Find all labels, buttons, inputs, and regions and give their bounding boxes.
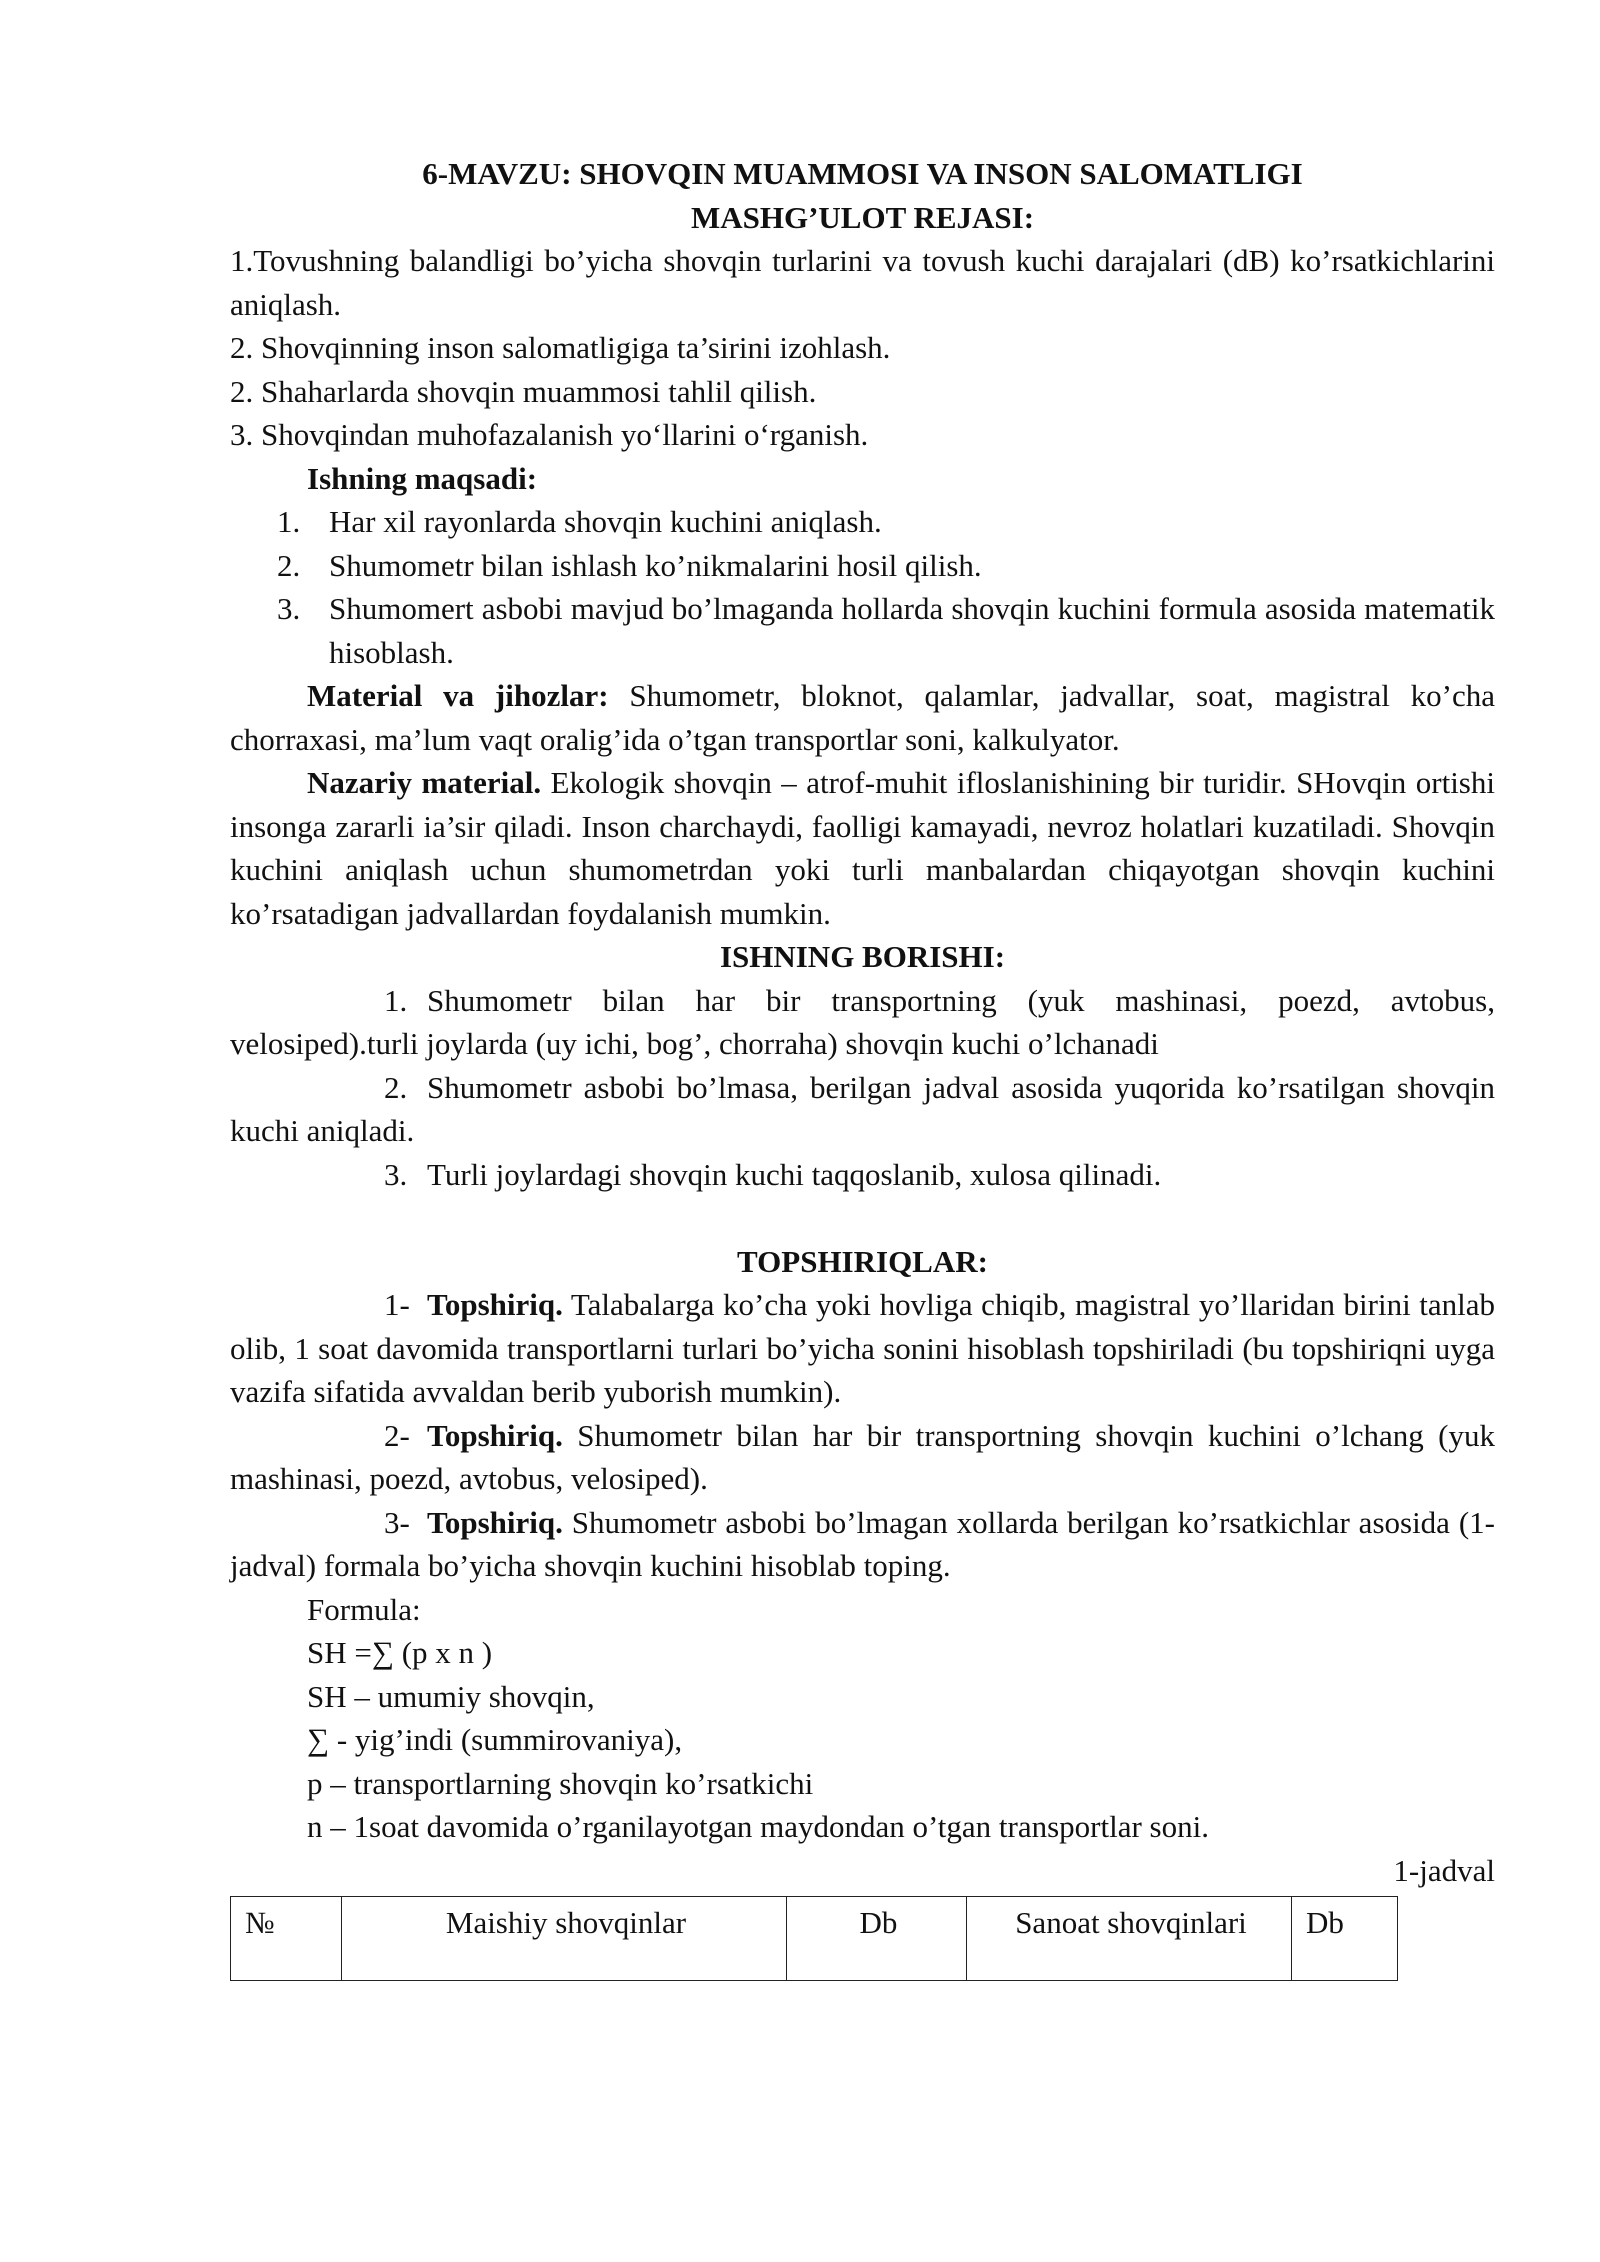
task-item bbox=[230, 1501, 1495, 1588]
goal-number: 2. bbox=[277, 547, 301, 583]
progress-step bbox=[230, 1153, 1495, 1197]
step-text: Shumometr asbobi bo’lmasa, berilgan jadval asosida yuqorida ko’rsatilgan shovqin kuchi aniqladi. bbox=[230, 1069, 1495, 1148]
plan-item: 2. Shovqinning inson salomatligiga ta’sirini izohlash. bbox=[230, 330, 891, 365]
formula-definition: SH – umumiy shovqin, bbox=[307, 1678, 595, 1714]
theory-paragraph bbox=[230, 761, 1495, 935]
goals-heading: Ishning maqsadi: bbox=[307, 460, 538, 496]
task-item bbox=[230, 1283, 1495, 1414]
formula-label: Formula: bbox=[307, 1591, 421, 1627]
table-header-cell: Maishiy shovqinlar bbox=[342, 1897, 787, 1981]
plan-item: 1.Tovushning balandligi bo’yicha shovqin turlarini va tovush kuchi darajalari (dB) ko’rsatkichlarini aniqlash. bbox=[230, 243, 1495, 322]
step-text: Shumometr bilan har bir transportning (yuk mashinasi, poezd, avtobus, velosiped).turli joylarda (uy ichi, bog’, chorraha) shovqin kuchi o’lchanadi bbox=[230, 982, 1495, 1061]
formula-definition: ∑ - yig’indi (summirovaniya), bbox=[307, 1722, 683, 1757]
step-number: 2. bbox=[384, 1069, 408, 1105]
formula-definition: n – 1soat davomida o’rganilayotgan maydondan o’tgan transportlar soni. bbox=[307, 1809, 1209, 1844]
step-number: 3. bbox=[384, 1156, 408, 1192]
table-header-cell: Sanoat shovqinlari bbox=[967, 1897, 1292, 1981]
spacer bbox=[230, 1196, 1495, 1240]
task-number: 1- bbox=[384, 1287, 410, 1322]
tasks-heading: TOPSHIRIQLAR: bbox=[737, 1243, 988, 1279]
page-title: 6-MAVZU: SHOVQIN MUAMMOSI VA INSON SALOMATLIGI bbox=[422, 156, 1303, 191]
plan-item: 3. Shovqindan muhofazalanish yo‘llarini o‘rganish. bbox=[230, 417, 869, 452]
progress-step bbox=[230, 979, 1495, 1066]
materials-label: Material va jihozlar: bbox=[307, 678, 609, 713]
goals-list bbox=[230, 500, 1495, 674]
theory-text: Ekologik shovqin – atrof-muhit ifloslanishining bir turidir. SHovqin ortishi insonga zararli ia’sir qiladi. Inson charchaydi, faolligi kamayadi, nevroz holatlari kuzatiladi. Shovqin kuchini aniqlash uchun shumometrdan yoki turli manbalardan chiqayotgan shovqin kuchini ko’rsatadigan jadvallardan foydalanish mumkin. bbox=[230, 765, 1495, 931]
task-text: Talabalarga ko’cha yoki hovliga chiqib, magistral yo’llaridan birini tanlab olib, 1 soat davomida transportlarni turlari bo’yicha sonini hisoblash topshiriladi (bu topshiriqni uyga vazifa sifatida avvaldan berib yuborish mumkin). bbox=[230, 1287, 1495, 1409]
table-header-cell: Db bbox=[787, 1897, 967, 1981]
formula-equation: SH =∑ (p x n ) bbox=[307, 1635, 493, 1670]
plan-item: 2. Shaharlarda shovqin muammosi tahlil qilish. bbox=[230, 373, 817, 409]
task-item bbox=[230, 1414, 1495, 1501]
plan-list bbox=[230, 239, 1495, 457]
goal-number: 1. bbox=[277, 504, 301, 539]
noise-table bbox=[230, 1896, 1398, 1981]
document-body bbox=[230, 152, 1495, 1981]
task-text: Shumometr asbobi bo’lmagan xollarda berilgan ko’rsatkichlar asosida (1-jadval) formala bo’yicha shovqin kuchini hisoblab toping. bbox=[230, 1504, 1495, 1583]
theory-label: Nazariy material. bbox=[307, 765, 542, 800]
progress-heading: ISHNING BORISHI: bbox=[719, 939, 1006, 974]
step-text: Turli joylardagi shovqin kuchi taqqoslanib, xulosa qilinadi. bbox=[427, 1156, 1162, 1192]
table-header-row bbox=[231, 1897, 1398, 1981]
table-header-cell: Db bbox=[1292, 1897, 1398, 1981]
table-caption: 1-jadval bbox=[1393, 1852, 1495, 1888]
goal-item bbox=[230, 587, 1495, 674]
table-header-cell: № bbox=[231, 1897, 342, 1981]
formula-definition: p – transportlarning shovqin ko’rsatkichi bbox=[307, 1765, 814, 1801]
task-label: Topshiriq. bbox=[427, 1504, 563, 1540]
task-text: Shumometr bilan har bir transportning shovqin kuchini o’lchang (yuk mashinasi, poezd, avtobus, velosiped). bbox=[230, 1417, 1495, 1496]
step-number: 1. bbox=[384, 982, 408, 1018]
materials-paragraph bbox=[230, 674, 1495, 761]
goal-number: 3. bbox=[277, 591, 301, 626]
task-label: Topshiriq. bbox=[427, 1417, 563, 1453]
goal-item bbox=[230, 544, 1495, 588]
goal-item bbox=[230, 500, 1495, 544]
goal-text: Har xil rayonlarda shovqin kuchini aniqlash. bbox=[329, 504, 882, 539]
goal-text: Shumometr bilan ishlash ko’nikmalarini hosil qilish. bbox=[329, 547, 982, 583]
materials-text: Shumometr, bloknot, qalamlar, jadvallar, soat, magistral ko’cha chorraxasi, ma’lum vaqt oralig’ida o’tgan transportlar soni, kalkulyator. bbox=[230, 678, 1495, 757]
task-label: Topshiriq. bbox=[427, 1287, 563, 1322]
progress-step bbox=[230, 1066, 1495, 1153]
task-number: 3- bbox=[384, 1504, 410, 1540]
goal-text: Shumomert asbobi mavjud bo’lmaganda hollarda shovqin kuchini formula asosida matematik hisoblash. bbox=[329, 591, 1495, 670]
plan-heading: MASHG’ULOT REJASI: bbox=[690, 199, 1035, 235]
task-number: 2- bbox=[384, 1417, 410, 1453]
